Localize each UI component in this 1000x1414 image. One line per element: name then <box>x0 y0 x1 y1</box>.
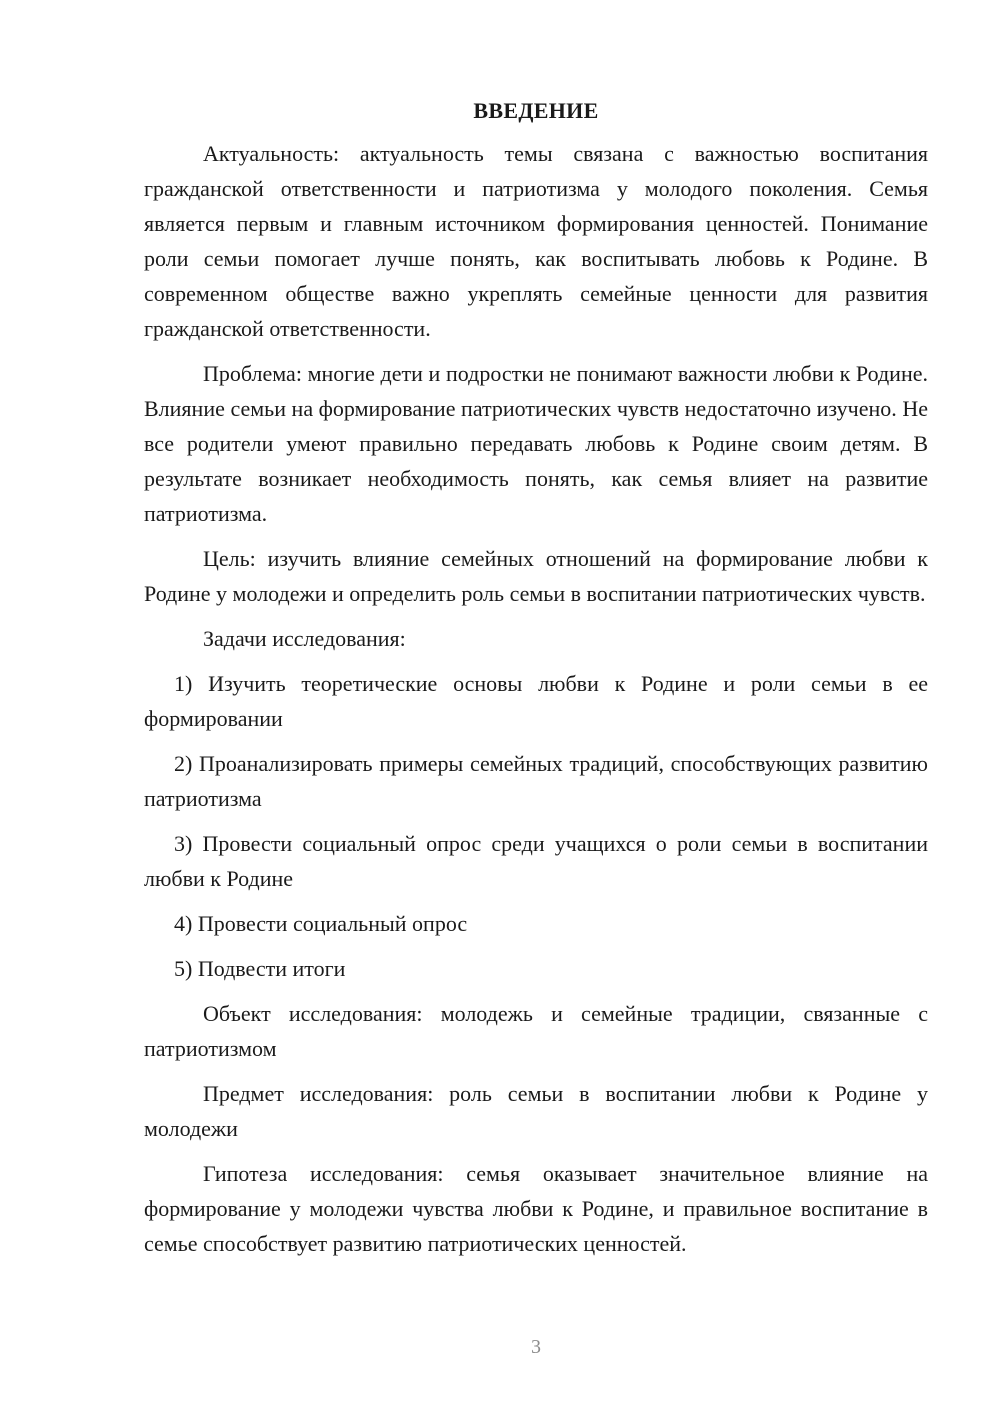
page-number: 3 <box>531 1336 541 1358</box>
subject-paragraph: Предмет исследования: роль семьи в воспитании любви к Родине у молодежи <box>144 1081 928 1141</box>
task-item-1: 1) Изучить теоретические основы любви к Родине и роли семьи в ее формировании <box>144 671 928 731</box>
problem-paragraph: Проблема: многие дети и подростки не понимают важности любви к Родине. Влияние семьи на формирование патриотических чувств недостаточно изучено. Не все родители умеют правильно передавать любовь к Родине своим детям. В результате возникает необходимость понять, как семья влияет на развитие патриотизма. <box>144 361 928 526</box>
task-item-5: 5) Подвести итоги <box>174 956 346 981</box>
section-heading: ВВЕДЕНИЕ <box>473 98 599 123</box>
task-item-4: 4) Провести социальный опрос <box>174 911 468 936</box>
hypothesis-paragraph: Гипотеза исследования: семья оказывает значительное влияние на формирование у молодежи чувства любви к Родине, и правильное воспитание в семье способствует развитию патриотических ценностей. <box>144 1161 928 1256</box>
page-content <box>144 94 928 1271</box>
relevance-paragraph: Актуальность: актуальность темы связана с важностью воспитания гражданской ответственности и патриотизма у молодого поколения. Семья является первым и главным источником формирования ценностей. Понимание роли семьи помогает лучше понять, как воспитывать любовь к Родине. В современном обществе важно укреплять семейные ценности для развития гражданской ответственности. <box>144 141 928 341</box>
tasks-heading: Задачи исследования: <box>203 626 406 651</box>
task-item-2: 2) Проанализировать примеры семейных традиций, способствующих развитию патриотизма <box>144 751 928 811</box>
task-item-3: 3) Провести социальный опрос среди учащихся о роли семьи в воспитании любви к Родине <box>144 831 928 891</box>
goal-paragraph: Цель: изучить влияние семейных отношений на формирование любви к Родине у молодежи и определить роль семьи в воспитании патриотических чувств. <box>144 546 928 606</box>
object-paragraph: Объект исследования: молодежь и семейные традиции, связанные с патриотизмом <box>144 1001 928 1061</box>
